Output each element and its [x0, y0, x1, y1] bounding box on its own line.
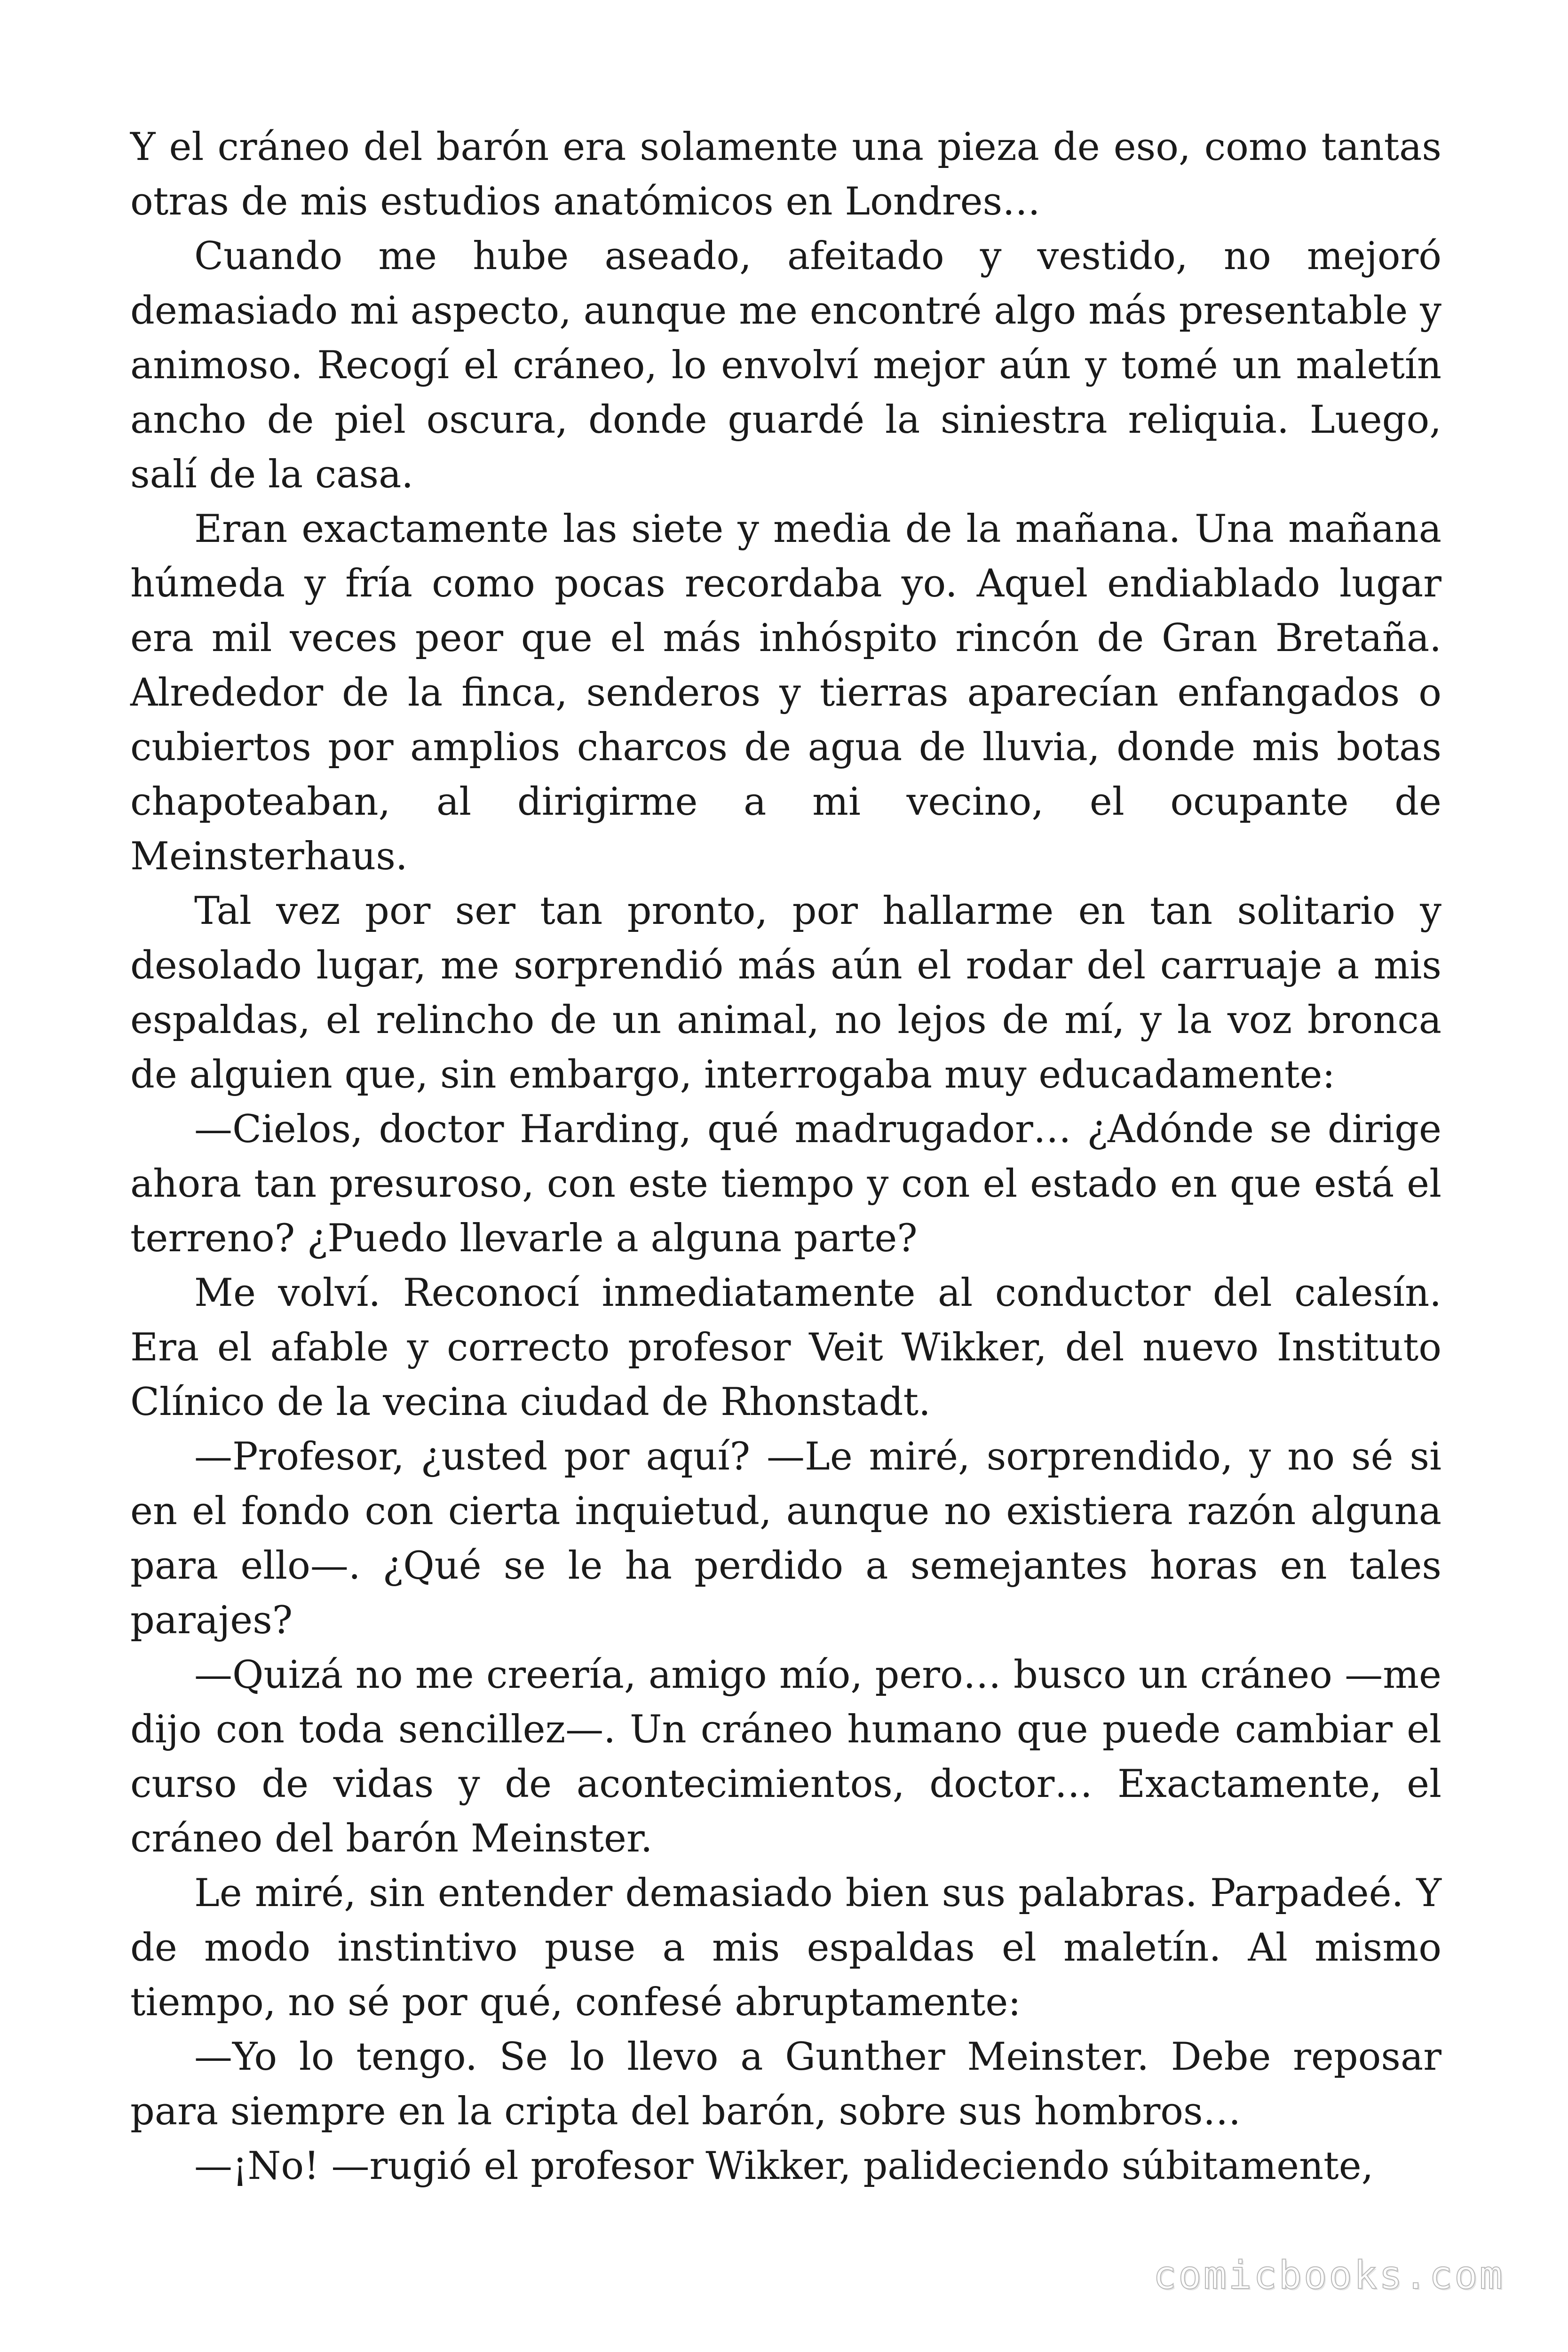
- paragraph: Y el cráneo del barón era solamente una pieza de eso, como tantas otras de mis estudios anatómicos en Londres…: [130, 125, 1441, 224]
- paragraph: Le miré, sin entender demasiado bien sus palabras. Parpadeé. Y de modo instintivo puse a mis espaldas el maletín. Al mismo tiempo, no sé por qué, confesé abruptamente:: [130, 1871, 1441, 2025]
- paragraph: Tal vez por ser tan pronto, por hallarme en tan solitario y desolado lugar, me sorprendió más aún el rodar del carruaje a mis espaldas, el relincho de un animal, no lejos de mí, y la voz bronca de alguien que, sin embargo, interrogaba muy educadamente:: [130, 889, 1441, 1097]
- paragraph: —¡No! —rugió el profesor Wikker, palideciendo súbitamente,: [194, 2144, 1374, 2188]
- page-text-body: [130, 120, 1441, 2193]
- paragraph: Cuando me hube aseado, afeitado y vestido, no mejoró demasiado mi aspecto, aunque me encontré algo más presentable y animoso. Recogí el cráneo, lo envolví mejor aún y tomé un maletín ancho de piel oscura, donde guardé la siniestra reliquia. Luego, salí de la casa.: [130, 234, 1441, 497]
- watermark: comicbooks.com: [1153, 2253, 1505, 2298]
- paragraph: Eran exactamente las siete y media de la mañana. Una mañana húmeda y fría como pocas recordaba yo. Aquel endiablado lugar era mil veces peor que el más inhóspito rincón de Gran Bretaña. Alrededor de la finca, senderos y tierras aparecían enfangados o cubiertos por amplios charcos de agua de lluvia, donde mis botas chapoteaban, al dirigirme a mi vecino, el ocupante de Meinsterhaus.: [130, 507, 1441, 879]
- paragraph: —Cielos, doctor Harding, qué madrugador… ¿Adónde se dirige ahora tan presuroso, con este tiempo y con el estado en que está el terreno? ¿Puedo llevarle a alguna parte?: [130, 1107, 1441, 1261]
- paragraph: —Quizá no me creería, amigo mío, pero… busco un cráneo —me dijo con toda sencillez—. Un cráneo humano que puede cambiar el curso de vidas y de acontecimientos, doctor… Exactamente, el cráneo del barón Meinster.: [130, 1653, 1441, 1861]
- paragraph: Me volví. Reconocí inmediatamente al conductor del calesín. Era el afable y correcto profesor Veit Wikker, del nuevo Instituto Clínico de la vecina ciudad de Rhonstadt.: [130, 1271, 1441, 1424]
- paragraph: —Yo lo tengo. Se lo llevo a Gunther Meinster. Debe reposar para siempre en la cripta del barón, sobre sus hombros…: [130, 2035, 1441, 2134]
- paragraph: —Profesor, ¿usted por aquí? —Le miré, sorprendido, y no sé si en el fondo con cierta inquietud, aunque no existiera razón alguna para ello—. ¿Qué se le ha perdido a semejantes horas en tales parajes?: [130, 1435, 1441, 1643]
